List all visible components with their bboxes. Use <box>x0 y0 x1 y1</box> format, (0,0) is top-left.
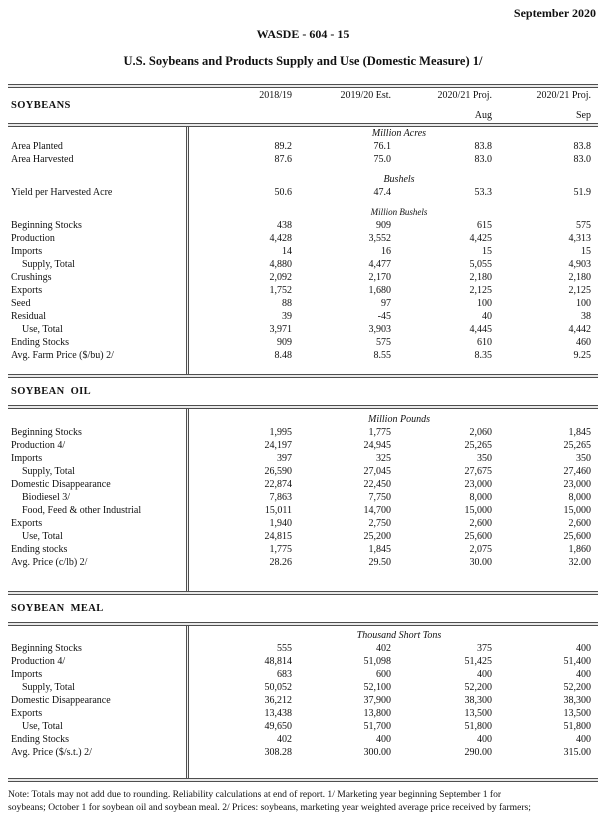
soybean-meal-section-body <box>8 626 598 778</box>
cell-value: 40 <box>482 311 492 322</box>
cell-value: 100 <box>477 298 492 309</box>
table-row <box>8 245 598 258</box>
column-header-2019-20 <box>293 88 392 123</box>
cell-value: 683 <box>277 669 292 680</box>
cell-value: 460 <box>576 337 591 348</box>
footnote-line: Note: Totals may not add due to rounding. Reliability calculations at end of report. 1/ Marketing year beginning September 1 for <box>8 789 502 800</box>
row-label: Supply, Total <box>22 259 75 270</box>
table-header-row <box>8 88 598 123</box>
cell-value: 2,060 <box>469 427 492 438</box>
column-header-bottom: Sep <box>576 110 591 121</box>
table-row <box>8 232 598 245</box>
cell-value: 438 <box>277 220 292 231</box>
cell-value: 325 <box>376 453 391 464</box>
table-row <box>8 186 598 199</box>
table-row <box>8 707 598 720</box>
cell-value: 1,775 <box>368 427 391 438</box>
cell-value: 37,900 <box>363 695 391 706</box>
cell-value: 16 <box>381 246 391 257</box>
table-row <box>8 681 598 694</box>
table-row <box>8 271 598 284</box>
row-label: Biodiesel 3/ <box>22 492 71 503</box>
cell-value: 4,428 <box>269 233 292 244</box>
table-row <box>8 439 598 452</box>
cell-value: 13,438 <box>264 708 292 719</box>
cell-value: 7,750 <box>368 492 391 503</box>
table-row <box>8 543 598 556</box>
cell-value: 52,200 <box>563 682 591 693</box>
cell-value: 1,752 <box>269 285 292 296</box>
table-row <box>8 349 598 362</box>
table-row <box>8 426 598 439</box>
table-row <box>8 668 598 681</box>
cell-value: 1,940 <box>269 518 292 529</box>
cell-value: 51,098 <box>363 656 391 667</box>
row-label: Residual <box>11 311 46 322</box>
table-row <box>8 153 598 166</box>
cell-value: 350 <box>477 453 492 464</box>
cell-value: 75.0 <box>373 154 391 165</box>
cell-value: -45 <box>377 311 391 322</box>
cell-value: 38,300 <box>464 695 492 706</box>
table-row <box>8 323 598 336</box>
row-label: Domestic Disappearance <box>11 695 111 706</box>
row-label: Avg. Price (c/lb) 2/ <box>11 557 88 568</box>
cell-value: 28.26 <box>269 557 292 568</box>
cell-value: 97 <box>381 298 391 309</box>
row-label: Imports <box>11 453 43 464</box>
table-row <box>8 452 598 465</box>
cell-value: 555 <box>277 643 292 654</box>
cell-value: 15,000 <box>464 505 492 516</box>
table-row <box>8 491 598 504</box>
unit-label: Thousand Short Tons <box>356 630 442 641</box>
cell-value: 2,180 <box>568 272 591 283</box>
cell-value: 8.48 <box>274 350 292 361</box>
cell-value: 13,500 <box>563 708 591 719</box>
cell-value: 29.50 <box>368 557 391 568</box>
cell-value: 8,000 <box>568 492 591 503</box>
cell-value: 83.8 <box>474 141 492 152</box>
cell-value: 402 <box>277 734 292 745</box>
cell-value: 4,477 <box>368 259 391 270</box>
cell-value: 2,600 <box>469 518 492 529</box>
cell-value: 4,442 <box>568 324 591 335</box>
unit-label: Million Bushels <box>370 207 428 217</box>
cell-value: 38 <box>581 311 591 322</box>
row-label: Area Harvested <box>11 154 74 165</box>
cell-value: 25,265 <box>464 440 492 451</box>
row-label: Domestic Disappearance <box>11 479 111 490</box>
cell-value: 400 <box>576 643 591 654</box>
table-row <box>8 655 598 668</box>
table-row <box>8 530 598 543</box>
cell-value: 13,500 <box>464 708 492 719</box>
cell-value: 14 <box>282 246 292 257</box>
cell-value: 39 <box>282 311 292 322</box>
column-separator-line <box>186 127 189 374</box>
cell-value: 27,460 <box>563 466 591 477</box>
row-label: Beginning Stocks <box>11 643 82 654</box>
cell-value: 909 <box>376 220 391 231</box>
cell-value: 25,600 <box>563 531 591 542</box>
cell-value: 4,425 <box>469 233 492 244</box>
cell-value: 15 <box>581 246 591 257</box>
cell-value: 36,212 <box>264 695 292 706</box>
cell-value: 32.00 <box>568 557 591 568</box>
row-label: Supply, Total <box>22 466 75 477</box>
cell-value: 23,000 <box>464 479 492 490</box>
footnote-line: soybeans; October 1 for soybean oil and soybean meal. 2/ Prices: soybeans, marketing year weighted average price received by farmers; <box>8 801 531 813</box>
cell-value: 83.0 <box>474 154 492 165</box>
cell-value: 15 <box>482 246 492 257</box>
cell-value: 4,313 <box>568 233 591 244</box>
section-label-soybeans: SOYBEANS <box>11 100 71 111</box>
row-spacer <box>8 362 598 374</box>
cell-value: 24,197 <box>264 440 292 451</box>
cell-value: 402 <box>376 643 391 654</box>
cell-value: 400 <box>477 734 492 745</box>
column-separator-line <box>186 626 189 778</box>
row-label: Use, Total <box>22 721 63 732</box>
cell-value: 8.35 <box>474 350 492 361</box>
cell-value: 26,590 <box>264 466 292 477</box>
cell-value: 400 <box>376 734 391 745</box>
table-row <box>8 465 598 478</box>
cell-value: 8,000 <box>469 492 492 503</box>
cell-value: 3,903 <box>368 324 391 335</box>
cell-value: 13,800 <box>363 708 391 719</box>
row-label: Crushings <box>11 272 52 283</box>
cell-value: 7,863 <box>269 492 292 503</box>
table-row <box>8 556 598 569</box>
unit-label: Bushels <box>383 174 415 185</box>
table-row <box>8 219 598 232</box>
column-header-bottom: Aug <box>474 110 492 121</box>
cell-value: 83.8 <box>573 141 591 152</box>
cell-value: 51,800 <box>464 721 492 732</box>
cell-value: 51,800 <box>563 721 591 732</box>
table-row <box>8 310 598 323</box>
row-label: Use, Total <box>22 531 63 542</box>
cell-value: 15,000 <box>563 505 591 516</box>
cell-value: 38,300 <box>563 695 591 706</box>
cell-value: 76.1 <box>373 141 391 152</box>
cell-value: 575 <box>376 337 391 348</box>
cell-value: 48,814 <box>264 656 292 667</box>
report-date: September 2020 <box>513 6 596 20</box>
cell-value: 2,075 <box>469 544 492 555</box>
cell-value: 22,874 <box>264 479 292 490</box>
cell-value: 15,011 <box>264 505 292 516</box>
table-row <box>8 258 598 271</box>
cell-value: 53.3 <box>474 187 492 198</box>
table-row <box>8 694 598 707</box>
row-spacer <box>8 166 598 173</box>
cell-value: 575 <box>576 220 591 231</box>
cell-value: 610 <box>477 337 492 348</box>
column-header-top: 2020/21 Proj. <box>536 90 591 101</box>
cell-value: 5,055 <box>469 259 492 270</box>
cell-value: 909 <box>277 337 292 348</box>
cell-value: 397 <box>277 453 292 464</box>
cell-value: 1,860 <box>568 544 591 555</box>
table-row <box>8 297 598 310</box>
row-label: Ending Stocks <box>11 337 70 348</box>
cell-value: 2,750 <box>368 518 391 529</box>
report-code: WASDE - 604 - 15 <box>256 27 350 41</box>
cell-value: 51,400 <box>563 656 591 667</box>
cell-value: 2,180 <box>469 272 492 283</box>
row-label: Exports <box>11 708 43 719</box>
cell-value: 375 <box>477 643 492 654</box>
cell-value: 2,600 <box>568 518 591 529</box>
row-label: Production 4/ <box>11 440 66 451</box>
row-label: Avg. Price ($/s.t.) 2/ <box>11 747 92 758</box>
unit-label: Million Pounds <box>368 414 430 425</box>
cell-value: 24,945 <box>363 440 391 451</box>
cell-value: 400 <box>576 669 591 680</box>
cell-value: 400 <box>576 734 591 745</box>
cell-value: 9.25 <box>573 350 591 361</box>
cell-value: 50,052 <box>264 682 292 693</box>
table-row <box>8 733 598 746</box>
cell-value: 3,552 <box>368 233 391 244</box>
unit-label: Million Acres <box>371 128 427 139</box>
table-row <box>8 336 598 349</box>
row-label: Exports <box>11 518 43 529</box>
section-title-soybean-oil: SOYBEAN OIL <box>11 386 92 397</box>
row-label: Imports <box>11 669 43 680</box>
row-spacer <box>8 759 598 778</box>
cell-value: 1,845 <box>368 544 391 555</box>
cell-value: 315.00 <box>563 747 591 758</box>
section-title-soybean-meal: SOYBEAN MEAL <box>11 603 104 614</box>
column-separator-line <box>186 409 189 591</box>
row-label: Ending stocks <box>11 544 68 555</box>
cell-value: 8.55 <box>373 350 391 361</box>
cell-value: 25,200 <box>363 531 391 542</box>
column-header-2020-21-sep <box>493 88 592 123</box>
cell-value: 308.28 <box>264 747 292 758</box>
cell-value: 25,600 <box>464 531 492 542</box>
row-label: Ending Stocks <box>11 734 70 745</box>
cell-value: 4,445 <box>469 324 492 335</box>
cell-value: 2,125 <box>469 285 492 296</box>
page-title: U.S. Soybeans and Products Supply and Use (Domestic Measure) 1/ <box>123 54 483 68</box>
horizontal-rule <box>8 778 598 782</box>
cell-value: 87.6 <box>274 154 292 165</box>
row-label: Seed <box>11 298 31 309</box>
cell-value: 1,845 <box>568 427 591 438</box>
row-label: Avg. Farm Price ($/bu) 2/ <box>11 350 114 361</box>
cell-value: 14,700 <box>363 505 391 516</box>
soybean-oil-section-body <box>8 409 598 591</box>
cell-value: 23,000 <box>563 479 591 490</box>
table-row <box>8 720 598 733</box>
cell-value: 47.4 <box>373 187 391 198</box>
column-header-2020-21-aug <box>392 88 493 123</box>
table-row <box>8 478 598 491</box>
cell-value: 100 <box>576 298 591 309</box>
column-header-top: 2018/19 <box>259 90 292 101</box>
table-row <box>8 642 598 655</box>
row-label: Use, Total <box>22 324 63 335</box>
row-label: Area Planted <box>11 141 63 152</box>
row-label: Yield per Harvested Acre <box>11 187 113 198</box>
cell-value: 88 <box>282 298 292 309</box>
column-header-top: 2019/20 Est. <box>340 90 391 101</box>
cell-value: 1,680 <box>368 285 391 296</box>
row-label: Supply, Total <box>22 682 75 693</box>
cell-value: 25,265 <box>563 440 591 451</box>
row-label: Exports <box>11 285 43 296</box>
cell-value: 51,700 <box>363 721 391 732</box>
table-row <box>8 284 598 297</box>
column-header-2018-19 <box>186 88 293 123</box>
cell-value: 4,880 <box>269 259 292 270</box>
cell-value: 2,125 <box>568 285 591 296</box>
cell-value: 2,092 <box>269 272 292 283</box>
cell-value: 52,100 <box>363 682 391 693</box>
cell-value: 290.00 <box>464 747 492 758</box>
cell-value: 2,170 <box>368 272 391 283</box>
footnote <box>8 789 598 814</box>
cell-value: 49,650 <box>264 721 292 732</box>
cell-value: 1,775 <box>269 544 292 555</box>
cell-value: 30.00 <box>469 557 492 568</box>
cell-value: 51.9 <box>573 187 591 198</box>
row-spacer <box>8 199 598 206</box>
soybeans-section-body <box>8 127 598 374</box>
row-label: Production <box>11 233 55 244</box>
cell-value: 4,903 <box>568 259 591 270</box>
table-row <box>8 517 598 530</box>
cell-value: 50.6 <box>274 187 292 198</box>
row-label: Beginning Stocks <box>11 220 82 231</box>
cell-value: 300.00 <box>363 747 391 758</box>
cell-value: 83.0 <box>573 154 591 165</box>
cell-value: 600 <box>376 669 391 680</box>
supply-use-table <box>8 84 598 782</box>
cell-value: 350 <box>576 453 591 464</box>
row-label: Food, Feed & other Industrial <box>22 505 142 516</box>
cell-value: 400 <box>477 669 492 680</box>
column-header-top: 2020/21 Proj. <box>437 90 492 101</box>
cell-value: 24,815 <box>264 531 292 542</box>
cell-value: 51,425 <box>464 656 492 667</box>
cell-value: 3,971 <box>269 324 292 335</box>
table-row <box>8 140 598 153</box>
row-label: Imports <box>11 246 43 257</box>
cell-value: 52,200 <box>464 682 492 693</box>
cell-value: 27,045 <box>363 466 391 477</box>
cell-value: 1,995 <box>269 427 292 438</box>
row-spacer <box>8 569 598 591</box>
cell-value: 89.2 <box>274 141 292 152</box>
cell-value: 615 <box>477 220 492 231</box>
row-label: Beginning Stocks <box>11 427 82 438</box>
table-row <box>8 746 598 759</box>
cell-value: 22,450 <box>363 479 391 490</box>
table-row <box>8 504 598 517</box>
cell-value: 27,675 <box>464 466 492 477</box>
row-label: Production 4/ <box>11 656 66 667</box>
